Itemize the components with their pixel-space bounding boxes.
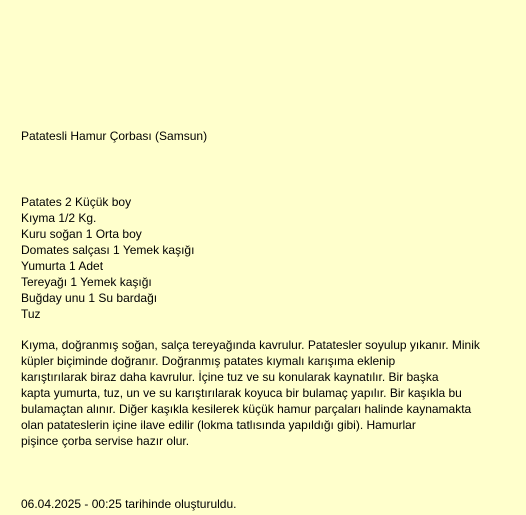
ingredient-item: Kıyma 1/2 Kg. bbox=[21, 211, 97, 225]
instruction-line: pişince çorba servise hazır olur. bbox=[21, 434, 190, 448]
ingredient-item: Tuz bbox=[21, 307, 41, 321]
ingredient-list bbox=[21, 194, 194, 322]
ingredient-item: Kuru soğan 1 Orta boy bbox=[21, 227, 142, 241]
ingredient-item: Yumurta 1 Adet bbox=[21, 259, 104, 273]
ingredient-item: Patates 2 Küçük boy bbox=[21, 195, 132, 209]
instruction-line: küpler biçiminde doğranır. Doğranmış patates kıymalı karışıma eklenip bbox=[21, 354, 396, 368]
instruction-line: Kıyma, doğranmış soğan, salça tereyağında kavrulur. Patatesler soyulup yıkanır. Minik bbox=[21, 338, 480, 352]
ingredient-item: Buğday unu 1 Su bardağı bbox=[21, 291, 158, 305]
recipe-title: Patatesli Hamur Çorbası (Samsun) bbox=[21, 129, 208, 143]
ingredient-item: Tereyağı 1 Yemek kaşığı bbox=[21, 275, 152, 289]
recipe-instructions bbox=[21, 337, 491, 449]
instruction-line: bulamaçtan alınır. Diğer kaşıkla kesilerek küçük hamur parçaları halinde kaynamakta bbox=[21, 402, 472, 416]
instruction-line: kapta yumurta, tuz, un ve su karıştırılarak koyuca bir bulamaç yapılır. Bir kaşıkla bu bbox=[21, 386, 462, 400]
instruction-line: karıştırılarak biraz daha kavrulur. İçine tuz ve su konularak kaynatılır. Bir başka bbox=[21, 370, 439, 384]
created-timestamp: 06.04.2025 - 00:25 tarihinde oluşturuldu. bbox=[21, 497, 237, 511]
ingredient-item: Domates salçası 1 Yemek kaşığı bbox=[21, 243, 195, 257]
instruction-line: olan patateslerin içine ilave edilir (lokma tatlısında yapıldığı gibi). Hamurlar bbox=[21, 418, 416, 432]
